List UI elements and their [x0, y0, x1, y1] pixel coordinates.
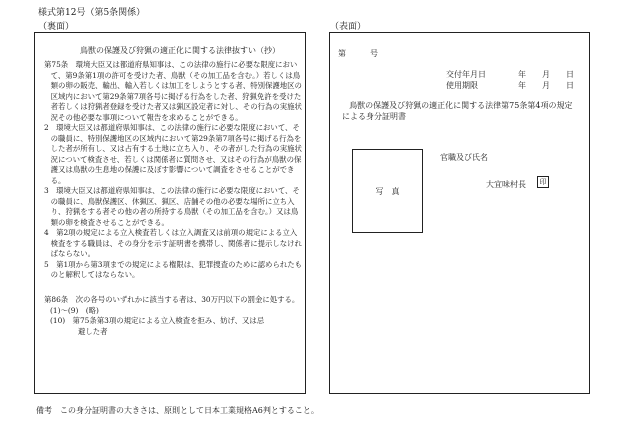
article-75-paragraph-5: 5 第1項から第3項までの規定による権限は、犯罪捜査のために認められたものと解釈してはならない。: [44, 259, 303, 279]
law-excerpt-title: 鳥獣の保護及び狩猟の適正化に関する法律抜すい（抄）: [80, 46, 280, 55]
issuer-name: 大宜味村長: [486, 180, 526, 189]
seal-icon: 印: [537, 176, 549, 188]
article-86-intro: 第86条 次の各号のいずれかに該当する者は、30万円以下の罰金に処する。: [44, 295, 300, 304]
expiry-date: 使用期限 年 月 日: [446, 81, 574, 90]
article-86-item-10: (10) 第75条第3項の規定による立入検査を拒み、妨げ、又は忌: [50, 316, 265, 325]
article-86-item-10-cont: 避した者: [78, 326, 108, 336]
official-title-and-name: 官職及び氏名: [440, 153, 488, 162]
issue-date: 交付年月日 年 月 日: [446, 70, 574, 79]
certificate-number: 第 号: [338, 49, 378, 58]
article-86-items-1-9: (1)～(9) (略): [50, 305, 99, 315]
article-75-paragraph-1: 第75条 環境大臣又は都道府県知事は、この法律の施行に必要な限度において、第9条第1項の許可を受けた者、鳥獣（その加工品を含む。）若しくは鳥類の卵の販売、輸出、輸入若しくは加工をしようとする者、特別保護地区の区域内において第29条第7項各号に掲げる行為をした者、狩猟免許を受けた者若しくは狩猟者登録を受けた者又は猟区設定者に対し、その行為の実施状況その他必要な事項について報告を求めることができる。: [44, 60, 302, 122]
remark-note: 備考 この身分証明書の大きさは、原則として日本工業規格A6判とすること。: [36, 406, 319, 415]
photo-box: [352, 149, 423, 233]
article-75-paragraph-2: 2 環境大臣又は都道府県知事は、この法律の施行に必要な限度において、その職員に、特別保護地区の区域内において第29条第7項各号に掲げる行為をした者が所有し、又は占有する土地に立ち入り、その者がした行為の実施状況について検査させ、若しくは関係者に質問させ、又はその行為が鳥獣の保護又は鳥獣の生息地の保護に及ぼす影響について調査をさせることができる。: [44, 123, 302, 185]
photo-label: 写 真: [375, 186, 400, 196]
article-75-paragraph-4: 4 第2項の規定による立入検査若しくは立入調査又は前項の規定による立入検査をする職員は、その身分を示す証明書を携帯し、関係者に提示しなければならない。: [44, 228, 302, 258]
article-75-block: [44, 60, 304, 281]
back-side-label: （裏面）: [38, 22, 75, 32]
front-side-label: （表面）: [330, 22, 367, 32]
article-86-block: [44, 295, 304, 337]
certificate-heading: 鳥獣の保護及び狩猟の適正化に関する法律第75条第4項の規定による身分証明書: [342, 101, 573, 121]
article-75-paragraph-3: 3 環境大臣又は都道府県知事は、この法律の施行に必要な限度において、その職員に、鳥獣保護区、休猟区、猟区、店舗その他の必要な場所に立ち入り、狩猟をする者その他の者の所持する鳥獣（その加工品を含む。）又は鳥類の卵を検査させることができる。: [44, 186, 300, 227]
form-number: 様式第12号（第5条関係）: [38, 8, 146, 18]
